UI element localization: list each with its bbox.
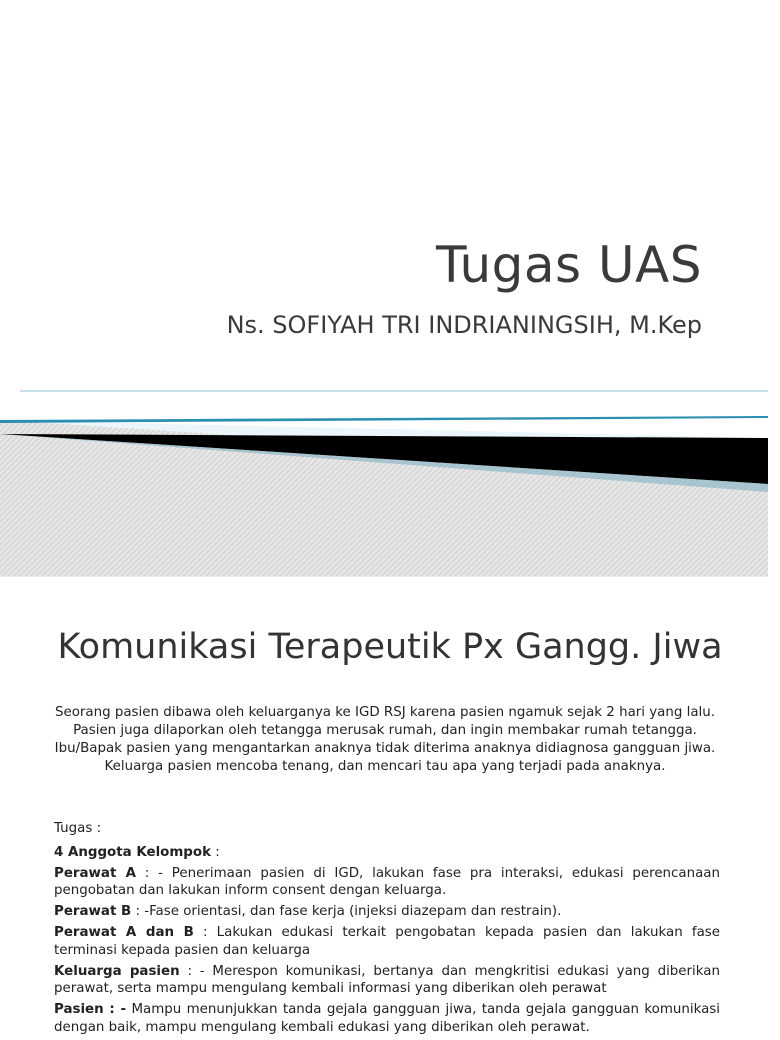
role-text: : - Merespon komunikasi, bertanya dan mengkritisi edukasi yang diberikan perawat, serta mampu mengulang kembali informasi yang diberikan oleh perawat (54, 963, 720, 996)
role-text: : -Fase orientasi, dan fase kerja (injeksi diazepam dan restrain). (131, 904, 562, 919)
decorative-banner (0, 380, 768, 576)
role-label: Perawat B (54, 904, 132, 919)
slide-title: Tugas UAS (436, 236, 702, 294)
group-line (54, 844, 720, 862)
role-label: Keluarga pasien (54, 963, 180, 979)
role-text: : - Penerimaan pasien di IGD, lakukan fase pra interaksi, edukasi perencanaan pengobatan dan lakukan inform consent dengan keluarga. (54, 865, 720, 898)
slide-subtitle: Ns. SOFIYAH TRI INDRIANINGSIH, M.Kep (226, 311, 702, 339)
scenario-text (50, 704, 720, 776)
tugas-label: Tugas : (54, 821, 102, 836)
content-title: Komunikasi Terapeutik Px Gangg. Jiwa (57, 627, 723, 667)
role-text: : Lakukan edukasi terkait pengobatan kepada pasien dan lakukan fase terminasi kepada pasien dan keluarga (54, 925, 720, 958)
scenario-paragraph: Ibu/Bapak pasien yang mengantarkan anaknya tidak diterima anaknya didiagnosa gangguan jiwa. Keluarga pasien mencoba tenang, dan mencari tau apa yang terjadi pada anaknya. (54, 741, 716, 774)
content-slide (0, 577, 768, 1035)
task-list (54, 820, 720, 1040)
role-item (54, 963, 720, 998)
role-item (54, 924, 720, 959)
role-label: Perawat A (54, 865, 136, 881)
group-suffix: : (211, 844, 220, 860)
group-label: 4 Anggota Kelompok (54, 844, 211, 860)
role-item (54, 865, 720, 900)
role-item (54, 903, 720, 921)
role-label: Perawat A dan B (54, 925, 194, 940)
role-label: Pasien : - (54, 1002, 127, 1017)
scenario-paragraph: Seorang pasien dibawa oleh keluarganya ke IGD RSJ karena pasien ngamuk sejak 2 hari yang lalu. Pasien juga dilaporkan oleh tetangga merusak rumah, dan ingin membakar rumah tetangga. (54, 705, 716, 738)
role-text: Mampu menunjukkan tanda gejala gangguan jiwa, tanda gejala gangguan komunikasi dengan baik, mampu mengulang kembali edukasi yang diberikan oleh perawat. (54, 1002, 720, 1035)
role-item (54, 1001, 720, 1036)
